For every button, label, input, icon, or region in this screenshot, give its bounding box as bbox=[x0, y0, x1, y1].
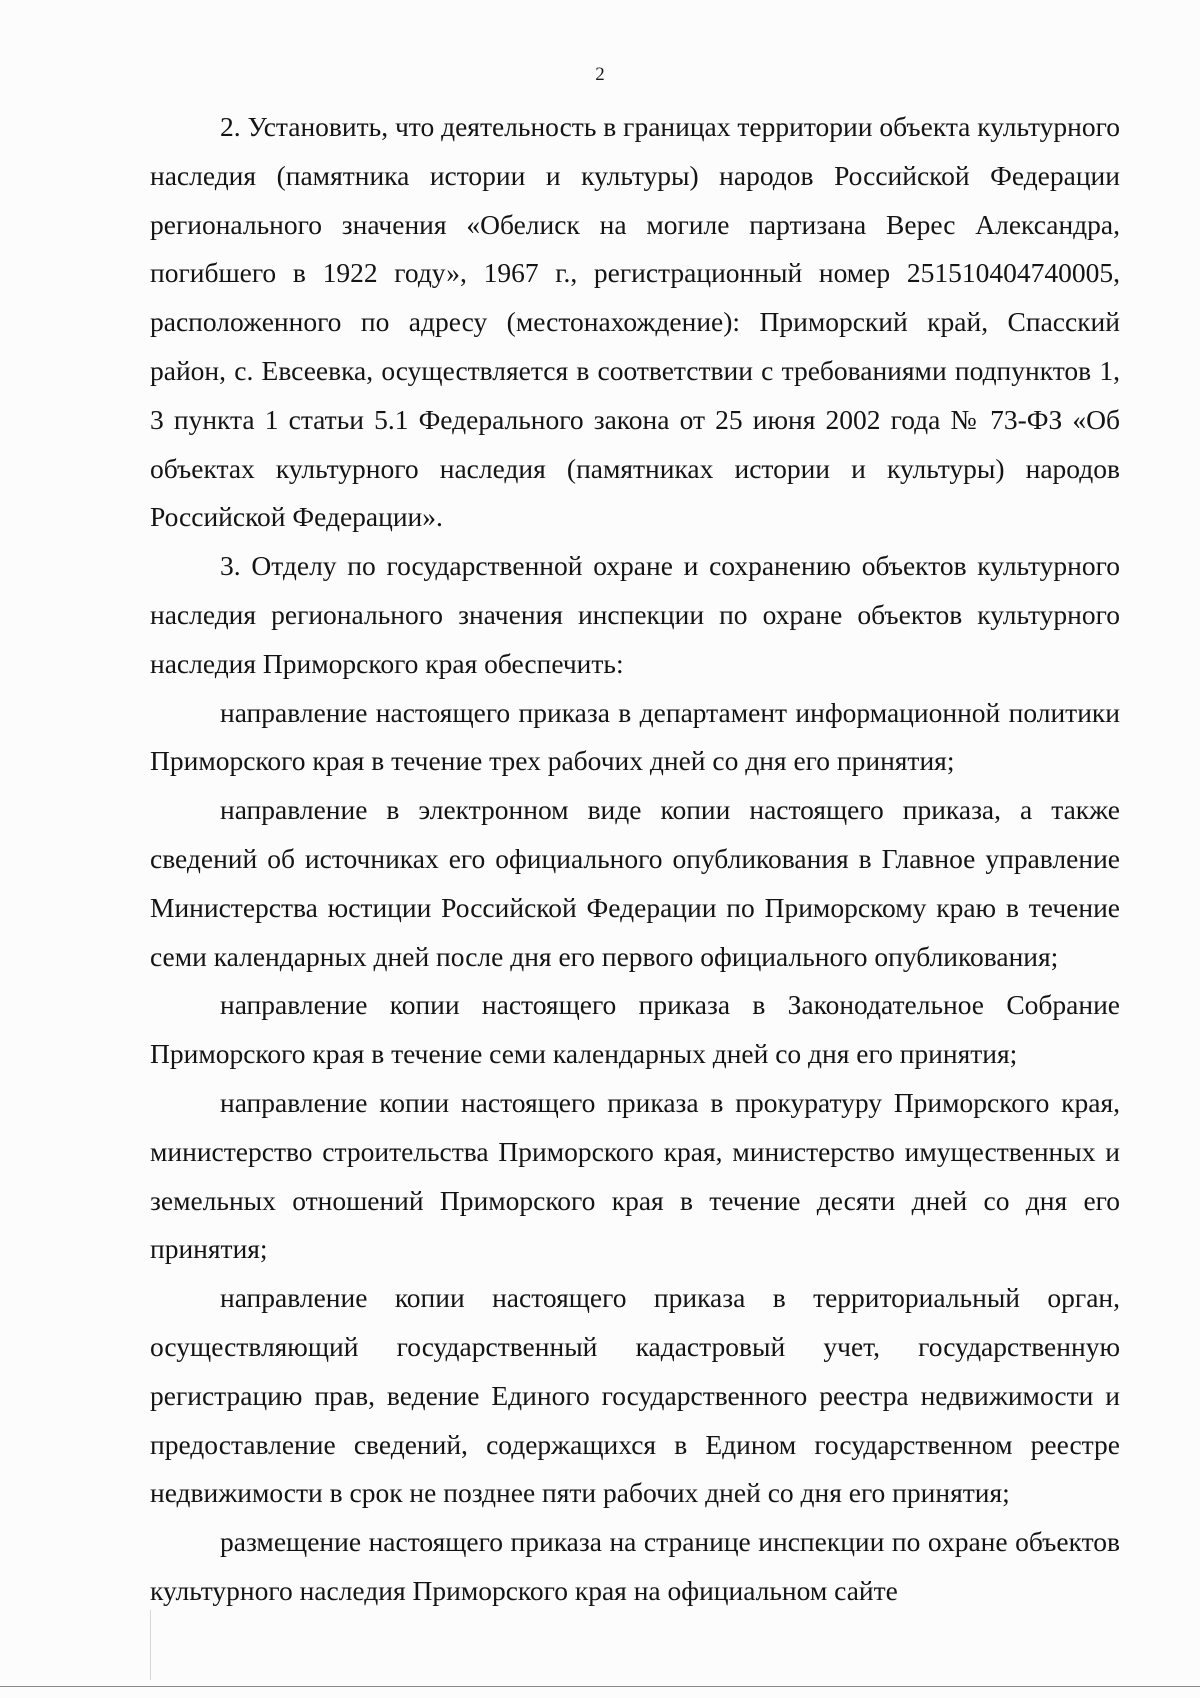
paragraph-directive: направление копии настоящего приказа в Законодательное Собрание Приморского края в течение семи календарных дней со дня его принятия; bbox=[150, 989, 1120, 1070]
document-body bbox=[150, 103, 1120, 1616]
page-bottom-edge bbox=[0, 1686, 1200, 1687]
paragraph-item-3: 3. Отделу по государственной охране и сохранению объектов культурного наследия регионального значения инспекции по охране объектов культурного наследия Приморского края обеспечить: bbox=[150, 550, 1120, 679]
paragraph-directive: направление настоящего приказа в департамент информационной политики Приморского края в течение трех рабочих дней со дня его принятия; bbox=[150, 696, 1120, 777]
scan-edge-mark bbox=[150, 1610, 151, 1680]
page-number: 2 bbox=[595, 64, 605, 85]
paragraph-item-2: 2. Установить, что деятельность в границах территории объекта культурного наследия (памятника истории и культуры) народов Российской Федерации регионального значения «Обелиск на могиле партизана Верес Александра, погибшего в 1922 году», 1967 г., регистрационный номер 251510404740005, расположенного по адресу (местонахождение): Приморский край, Спасский район, с. Евсеевка, осуществляется в соответствии с требованиями подпунктов 1, 3 пункта 1 статьи 5.1 Федерального закона от 25 июня 2002 года № 73-ФЗ «Об объектах культурного наследия (памятниках истории и культуры) народов Российской Федерации». bbox=[150, 111, 1120, 533]
paragraph-directive: размещение настоящего приказа на странице инспекции по охране объектов культурного наследия Приморского края на официальном сайте bbox=[150, 1526, 1120, 1606]
paragraph-directive: направление копии настоящего приказа в территориальный орган, осуществляющий государственный кадастровый учет, государственную регистрацию прав, ведение Единого государственного реестра недвижимости и предоставление сведений, содержащихся в Едином государственном реестре недвижимости в срок не позднее пяти рабочих дней со дня его принятия; bbox=[150, 1282, 1120, 1509]
paragraph-directive: направление в электронном виде копии настоящего приказа, а также сведений об источниках его официального опубликования в Главное управление Министерства юстиции Российской Федерации по Приморскому краю в течение семи календарных дней после дня его первого официального опубликования; bbox=[150, 794, 1120, 972]
paragraph-directive: направление копии настоящего приказа в прокуратуру Приморского края, министерство строительства Приморского края, министерство имущественных и земельных отношений Приморского края в течение десяти дней со дня его принятия; bbox=[150, 1086, 1120, 1265]
